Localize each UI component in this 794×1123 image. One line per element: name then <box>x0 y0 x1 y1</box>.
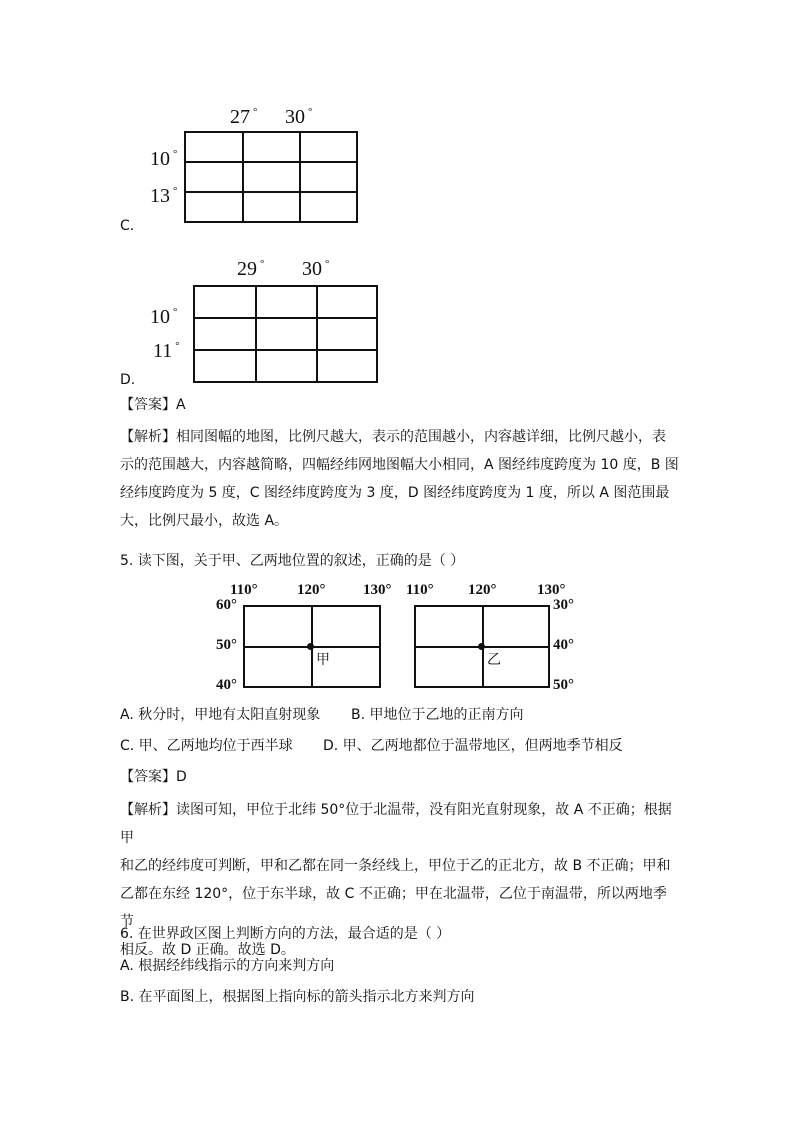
q5-analysis-line: 乙都在东经 120°，位于东半球，故 C 不正确；甲在北温带，乙位于南温带，所以两地季节 <box>120 886 667 930</box>
right-lon-110: 110° <box>406 582 434 598</box>
q4-analysis <box>120 423 680 535</box>
right-lat-30: 30° <box>553 597 574 613</box>
q5-analysis-line: 读图可知，甲位于北纬 50°位于北温带，没有阳光直射现象，故 A 不正确；根据甲 <box>120 802 672 846</box>
d-lat-label-2: 11 ° <box>153 340 180 362</box>
q5-question: 5. 读下图，关于甲、乙两地位置的叙述，正确的是（ ） <box>120 553 465 569</box>
q4-analysis-line: 经纬度跨度为 5 度，C 图经纬度跨度为 3 度，D 图经纬度跨度为 1 度，所以 A 图范围最 <box>120 485 670 501</box>
right-lon-130: 130° <box>537 582 566 598</box>
right-lon-120: 120° <box>468 582 497 598</box>
left-lat-40: 40° <box>216 677 237 693</box>
option-d-label: D. <box>120 372 136 388</box>
yi-point-marker <box>478 643 485 650</box>
option-c-label: C. <box>120 218 135 234</box>
c-lat-label-1: 10 ° <box>150 148 178 170</box>
jia-point-marker <box>307 643 314 650</box>
q4-analysis-line: 大，比例尺最小，故选 A。 <box>120 513 289 529</box>
left-lat-50: 50° <box>216 637 237 653</box>
d-grid <box>193 285 378 383</box>
q5-answer: 【答案】D <box>120 769 187 785</box>
right-lat-40: 40° <box>553 637 574 653</box>
q5-option-b: B. 甲地位于乙地的正南方向 <box>351 707 524 723</box>
q4-answer: 【答案】A <box>120 397 186 413</box>
q5-analysis-tag: 【解析】 <box>120 802 176 818</box>
q5-option-a: A. 秋分时，甲地有太阳直射现象 <box>120 707 321 723</box>
d-lat-label-1: 10 ° <box>150 306 178 328</box>
c-lon-label-1: 27 ° <box>230 106 258 128</box>
q6-option-a: A. 根据经纬线指示的方向来判方向 <box>120 958 335 974</box>
c-lon-label-2: 30 ° <box>285 106 313 128</box>
left-lon-110: 110° <box>230 582 258 598</box>
q5-option-d: D. 甲、乙两地都位于温带地区，但两地季节相反 <box>323 738 623 754</box>
c-grid <box>184 131 358 223</box>
jia-label: 甲 <box>316 652 330 668</box>
left-lon-130: 130° <box>363 582 392 598</box>
left-lon-120: 120° <box>297 582 326 598</box>
d-lon-label-2: 30 ° <box>302 258 330 280</box>
yi-label: 乙 <box>487 652 501 668</box>
q5-analysis-line: 相反。故 D 正确。故选 D。 <box>120 942 295 958</box>
q4-analysis-line: 示的范围越大，内容越简略，四幅经纬网地图幅大小相同，A 图经纬度跨度为 10 度，B 图 <box>120 457 679 473</box>
d-lon-label-1: 29 ° <box>237 258 265 280</box>
left-lat-60: 60° <box>216 597 237 613</box>
q5-option-c: C. 甲、乙两地均位于西半球 <box>120 738 293 754</box>
q6-question: 6. 在世界政区图上判断方向的方法，最合适的是（ ） <box>120 926 451 942</box>
q4-analysis-tag: 【解析】 <box>120 429 176 445</box>
c-lat-label-2: 13 ° <box>150 185 178 207</box>
q6-option-b: B. 在平面图上，根据图上指向标的箭头指示北方来判方向 <box>120 989 475 1005</box>
q4-analysis-line: 相同图幅的地图，比例尺越大，表示的范围越小，内容越详细，比例尺越小，表 <box>176 429 666 445</box>
q5-analysis-line: 和乙的经纬度可判断，甲和乙都在同一条经线上，甲位于乙的正北方，故 B 不正确；甲和 <box>120 858 671 874</box>
right-lat-50: 50° <box>553 677 574 693</box>
